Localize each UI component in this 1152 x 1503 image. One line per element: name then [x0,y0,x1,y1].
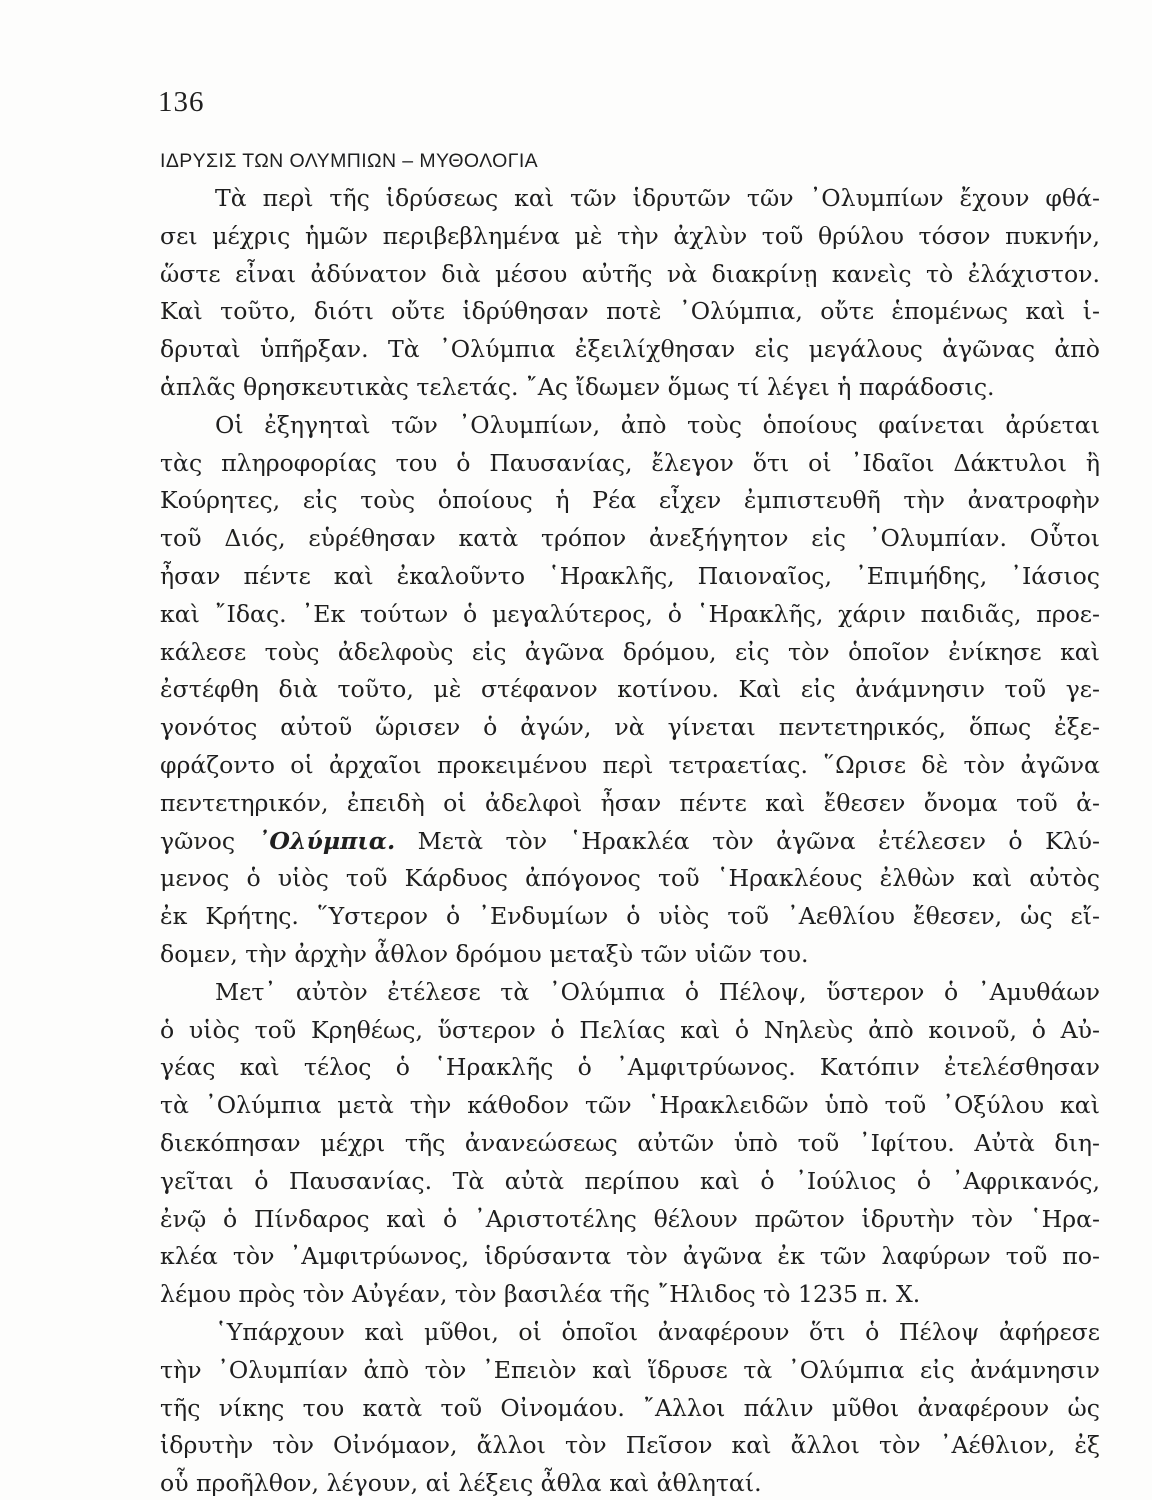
paragraph-1 [160,180,1100,407]
text-line: ὁ υἱὸς τοῦ Κρηθέως, ὕστερον ὁ Πελίας καὶ ὁ Νηλεὺς ἀπὸ κοινοῦ, ὁ Αὐ- [160,1015,1100,1044]
text-fragment: Μετὰ τὸν ῾Ηρακλέα τὸν ἀγῶνα ἐτέλεσεν ὁ Κλύ- [395,826,1100,855]
emphasized-term: ᾿Ολύμπια. [257,826,396,855]
text-line: δρυταὶ ὑπῆρξαν. Τὰ ᾿Ολύμπια ἐξειλίχθησαν εἰς μεγάλους ἀγῶνας ἀπὸ [160,335,1100,364]
text-line: λέμου πρὸς τὸν Αὐγέαν, τὸν βασιλέα τῆς ῎Ηλιδος τὸ 1235 π. Χ. [160,1280,921,1309]
paragraph-3 [160,974,1100,1314]
text-line: ῾Υπάρχουν καὶ μῦθοι, οἱ ὁποῖοι ἀναφέρουν ὅτι ὁ Πέλοψ ἀφήρεσε [215,1317,1100,1346]
text-line-emphasis [160,823,1100,861]
text-line: οὗ προῆλθον, λέγουν, αἱ λέξεις ἆθλα καὶ ἀθληταί. [160,1469,762,1498]
text-fragment: γῶνος [160,826,258,855]
text-line: ἱδρυτὴν τὸν Οἰνόμαον, ἄλλοι τὸν Πεῖσον καὶ ἄλλοι τὸν ᾿Αέθλιον, ἐξ [160,1431,1100,1460]
paragraph-2 [160,407,1100,974]
text-line: τὰ ᾿Ολύμπια μετὰ τὴν κάθοδον τῶν ῾Ηρακλειδῶν ὑπὸ τοῦ ᾿Οξύλου καὶ [160,1091,1100,1120]
body-text [160,180,1100,1503]
text-line: κάλεσε τοὺς ἀδελφοὺς εἰς ἀγῶνα δρόμου, εἰς τὸν ὁποῖον ἐνίκησε καὶ [160,637,1100,666]
text-line: δομεν, τὴν ἀρχὴν ἆθλον δρόμου μεταξὺ τῶν υἱῶν του. [160,939,809,968]
text-line: Καὶ τοῦτο, διότι οὔτε ἱδρύθησαν ποτὲ ᾿Ολύμπια, οὔτε ἑπομένως καὶ ἱ- [160,297,1100,326]
text-line: γέας καὶ τέλος ὁ ῾Ηρακλῆς ὁ ᾿Αμφιτρύωνος. Κατόπιν ἐτελέσθησαν [160,1053,1100,1082]
text-line: ἁπλᾶς θρησκευτικὰς τελετάς. ῎Ας ἴδωμεν ὅμως τί λέγει ἡ παράδοσις. [160,372,995,401]
running-head: ΙΔΡΥΣΙΣ ΤΩΝ ΟΛΥΜΠΙΩΝ – ΜΥΘΟΛΟΓΙΑ [160,150,539,172]
text-line: φράζοντο οἱ ἀρχαῖοι προκειμένου περὶ τετραετίας. ῞Ωρισε δὲ τὸν ἀγῶνα [160,750,1100,779]
text-line: σει μέχρις ἡμῶν περιβεβλημένα μὲ τὴν ἀχλὺν τοῦ θρύλου τόσον πυκνήν, [160,221,1100,250]
page-number: 136 [158,86,205,118]
text-line: διεκόπησαν μέχρι τῆς ἀνανεώσεως αὐτῶν ὑπὸ τοῦ ᾿Ιφίτου. Αὐτὰ διη- [160,1128,1100,1157]
text-line: τοῦ Διός, εὑρέθησαν κατὰ τρόπον ἀνεξήγητον εἰς ᾿Ολυμπίαν. Οὗτοι [160,524,1100,553]
text-line: ὥστε εἶναι ἀδύνατον διὰ μέσου αὐτῆς νὰ διακρίνῃ κανεὶς τὸ ἐλάχιστον. [160,259,1100,288]
text-line: ἐστέφθη διὰ τοῦτο, μὲ στέφανον κοτίνου. Καὶ εἰς ἀνάμνησιν τοῦ γε- [160,675,1100,704]
text-line: Τὰ περὶ τῆς ἱδρύσεως καὶ τῶν ἱδρυτῶν τῶν ᾿Ολυμπίων ἔχουν φθά- [215,184,1100,212]
text-line: ἐνῷ ὁ Πίνδαρος καὶ ὁ ᾿Αριστοτέλης θέλουν πρῶτον ἱδρυτὴν τὸν ῾Ηρα- [160,1204,1100,1233]
text-line: τῆς νίκης του κατὰ τοῦ Οἰνομάου. ῎Αλλοι πάλιν μῦθοι ἀναφέρουν ὡς [160,1393,1100,1422]
text-line: πεντετηρικόν, ἐπειδὴ οἱ ἀδελφοὶ ἦσαν πέντε καὶ ἔθεσεν ὄνομα τοῦ ἀ- [160,788,1100,817]
text-line: ἦσαν πέντε καὶ ἐκαλοῦντο ῾Ηρακλῆς, Παιοναῖος, ᾿Επιμήδης, ᾿Ιάσιος [160,561,1100,590]
text-line: Κούρητες, εἰς τοὺς ὁποίους ἡ Ρέα εἶχεν ἐμπιστευθῆ τὴν ἀνατροφὴν [160,486,1100,515]
text-line: τὰς πληροφορίας του ὁ Παυσανίας, ἔλεγον ὅτι οἱ ᾿Ιδαῖοι Δάκτυλοι ἢ [160,448,1100,477]
text-line: ἐκ Κρήτης. ῞Υστερον ὁ ᾿Ενδυμίων ὁ υἱὸς τοῦ ᾿Αεθλίου ἔθεσεν, ὡς εἴ- [160,902,1100,931]
text-line: Οἱ ἐξηγηταὶ τῶν ᾿Ολυμπίων, ἀπὸ τοὺς ὁποίους φαίνεται ἀρύεται [215,410,1100,439]
text-line: γεῖται ὁ Παυσανίας. Τὰ αὐτὰ περίπου καὶ ὁ ᾿Ιούλιος ὁ ᾿Αφρικανός, [160,1166,1100,1195]
text-line: γονότος αὐτοῦ ὥρισεν ὁ ἀγών, νὰ γίνεται πεντετηρικός, ὅπως ἐξε- [160,713,1100,742]
paragraph-4 [160,1314,1100,1503]
text-line: καὶ ῎Ιδας. ᾿Εκ τούτων ὁ μεγαλύτερος, ὁ ῾Ηρακλῆς, χάριν παιδιᾶς, προε- [160,599,1100,628]
text-line: μενος ὁ υἱὸς τοῦ Κάρδυος ἀπόγονος τοῦ ῾Ηρακλέους ἐλθὼν καὶ αὐτὸς [160,864,1100,893]
text-line: κλέα τὸν ᾿Αμφιτρύωνος, ἱδρύσαντα τὸν ἀγῶνα ἐκ τῶν λαφύρων τοῦ πο- [160,1242,1100,1271]
text-line: τὴν ᾿Ολυμπίαν ἀπὸ τὸν ᾿Επειὸν καὶ ἵδρυσε τὰ ᾿Ολύμπια εἰς ἀνάμνησιν [160,1355,1100,1384]
text-line: Μετ᾿ αὐτὸν ἐτέλεσε τὰ ᾿Ολύμπια ὁ Πέλοψ, ὕστερον ὁ ᾿Αμυθάων [215,977,1100,1006]
